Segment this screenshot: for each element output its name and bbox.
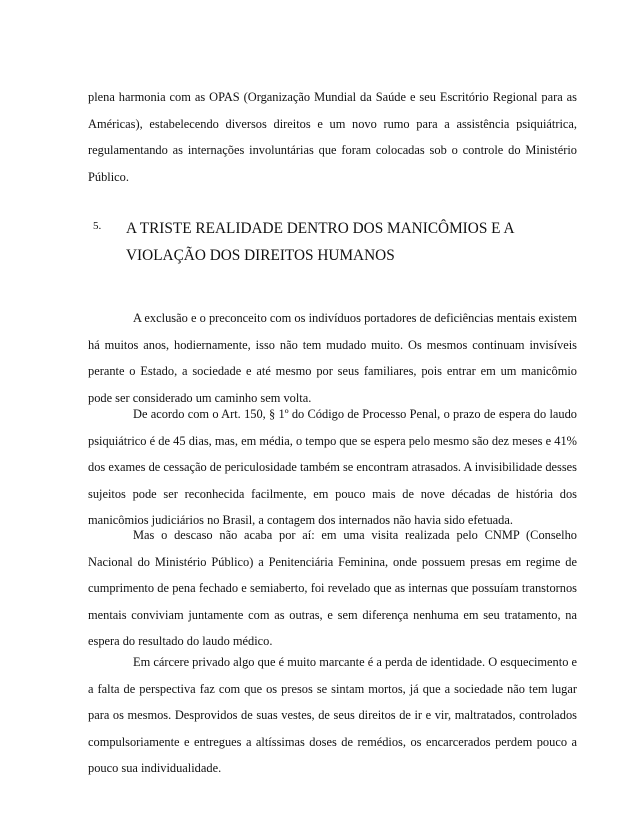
body-paragraph: Mas o descaso não acaba por aí: em uma visita realizada pelo CNMP (Conselho Nacional do Ministério Público) a Penitenciária Feminina, onde possuem presas em regime de cumprimento de pena fechado e semiaberto, foi revelado que as internas que possuíam transtornos mentais conviviam juntamente com as outras, e sem diferença nenhuma em seu tratamento, na espera do resultado do laudo médico.: [88, 528, 577, 648]
body-paragraph: Em cárcere privado algo que é muito marcante é a perda de identidade. O esquecimento e a falta de perspectiva faz com que os presos se sintam mortos, já que a sociedade não tem lugar para os mesmos. Desprovidos de suas vestes, de seus direitos de ir e vir, maltratados, controlados compulsoriamente e entregues a altíssimas doses de remédios, os encarcerados perdem pouco a pouco sua individualidade.: [88, 655, 577, 775]
intro-paragraph: plena harmonia com as OPAS (Organização Mundial da Saúde e seu Escritório Regional para as Américas), estabelecendo diversos direitos e um novo rumo para a assistência psiquiátrica, regulamentando as internações involuntárias que foram colocadas sob o controle do Ministério Público.: [88, 90, 577, 184]
section-number: 5.: [93, 220, 102, 232]
body-paragraph: De acordo com o Art. 150, § 1º do Código de Processo Penal, o prazo de espera do laudo psiquiátrico é de 45 dias, mas, em média, o tempo que se espera pelo mesmo são dez meses e 41% dos exames de cessação de periculosidade também se encontram atrasados. A invisibilidade desses sujeitos pode ser reconhecida facilmente, em pouco mais de nove décadas de história dos manicômios judiciários no Brasil, a contagem dos internados não havia sido efetuada.: [88, 407, 577, 527]
section-title: A TRISTE REALIDADE DENTRO DOS MANICÔMIOS E A VIOLAÇÃO DOS DIREITOS HUMANOS: [126, 220, 514, 264]
body-paragraph: A exclusão e o preconceito com os indivíduos portadores de deficiências mentais existem há muitos anos, hodiernamente, isso não tem mudado muito. Os mesmos continuam invisíveis perante o Estado, a sociedade e até mesmo por seus familiares, pois entrar em um manicômio pode ser considerado um caminho sem volta.: [88, 311, 577, 405]
